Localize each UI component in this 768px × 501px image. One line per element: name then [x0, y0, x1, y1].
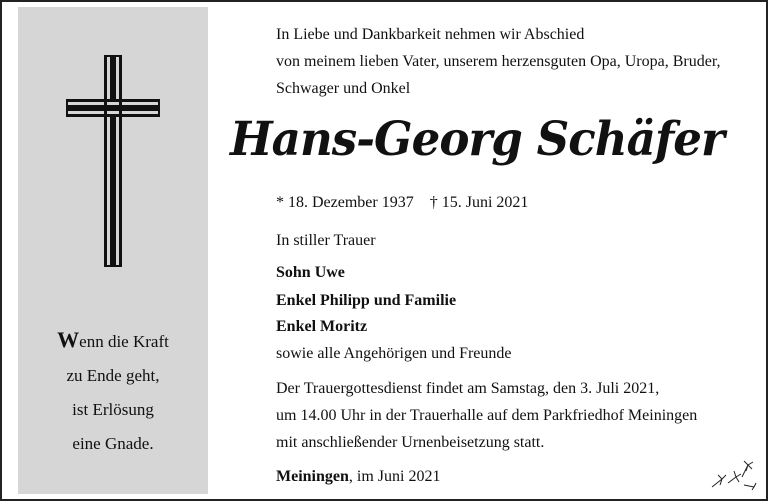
place-date — [276, 468, 440, 486]
verse-initial: W — [57, 327, 80, 352]
left-panel — [18, 7, 208, 494]
life-dates — [276, 194, 528, 212]
service-line-3: mit anschließender Urnenbeisetzung statt. — [276, 434, 545, 451]
mourner-3: Enkel Moritz — [276, 318, 368, 335]
birth-date: * 18. Dezember 1937 — [276, 194, 414, 211]
verse-line-2: zu Ende geht, — [66, 366, 160, 385]
deceased-name: Hans-Georg Schäfer — [230, 112, 724, 167]
mourning-intro: In stiller Trauer — [276, 232, 376, 249]
verse-line-4: eine Gnade. — [72, 434, 154, 453]
place: Meiningen — [276, 468, 349, 485]
verse-line-3: ist Erlösung — [72, 400, 154, 419]
cross-icon — [66, 55, 160, 267]
intro-line-3: Schwager und Onkel — [276, 80, 411, 97]
mourner-2: Enkel Philipp und Familie — [276, 292, 457, 309]
date: , im Juni 2021 — [348, 468, 441, 485]
intro-line-2: von meinem lieben Vater, unserem herzensguten Opa, Uropa, Bruder, — [276, 53, 721, 70]
floral-decoration-icon — [708, 457, 758, 491]
death-date: † 15. Juni 2021 — [429, 194, 529, 211]
mourners-other: sowie alle Angehörigen und Freunde — [276, 345, 512, 362]
verse — [18, 323, 208, 461]
service-line-2: um 14.00 Uhr in der Trauerhalle auf dem Parkfriedhof Meiningen — [276, 407, 698, 424]
service-line-1: Der Trauergottesdienst findet am Samstag, den 3. Juli 2021, — [276, 380, 660, 397]
intro-line-1: In Liebe und Dankbarkeit nehmen wir Abschied — [276, 26, 585, 43]
mourner-1: Sohn Uwe — [276, 264, 345, 281]
verse-line-1: Wenn die Kraft — [57, 327, 169, 352]
